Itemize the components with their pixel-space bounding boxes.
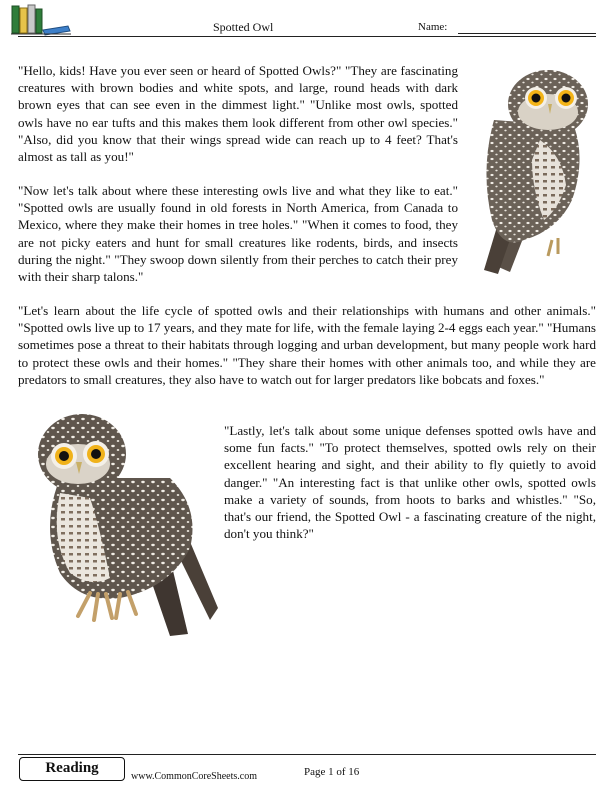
footer-divider — [18, 754, 596, 755]
paragraph-2: "Now let's talk about where these interesting owls live and what they like to eat." "Spotted owls are usually found in old forests in North America, from Canada to Mexico, where they make their homes in tree holes." "When it comes to food, they are not picky eaters and hunt for small creatures like rodents, birds, and insects during the night." "They swoop down silently from their perches to catch their prey with their sharp talons." — [18, 183, 458, 285]
spotted-owl-image-bottom — [20, 398, 218, 644]
books-logo-icon — [10, 4, 72, 36]
name-line — [458, 33, 596, 34]
header-divider — [18, 36, 596, 37]
paragraph-1: "Hello, kids! Have you ever seen or heard of Spotted Owls?" "They are fascinating creatures with brown bodies and white spots, and large, round heads with dark brown eyes that can see even in the dimmest light." "Unlike most owls, spotted owls have no ear tufts and this makes them look different from other owl species." "Also, did you know that their wings spread wide can reach up to 4 feet? That's almost as tall as you!" — [18, 63, 458, 165]
page-title: Spotted Owl — [213, 20, 274, 34]
paragraph-3: "Let's learn about the life cycle of spotted owls and their relationships with humans and other animals." "Spotted owls live up to 17 years, and they mate for life, with the female laying 2-4 eggs each year." "Humans sometimes pose a threat to their habitats through logging and urban development, but many people work hard to protect these owls and their homes." "They share their homes with other animals too, and while they are predators to small creatures, they also have to watch out for larger predators like bobcats and foxes." — [18, 303, 596, 387]
name-label: Name: — [418, 21, 448, 33]
website-link[interactable]: www.CommonCoreSheets.com — [131, 771, 258, 782]
spotted-owl-image-top — [462, 60, 598, 276]
paragraph-4: "Lastly, let's talk about some unique defenses spotted owls have and some fun facts." "To protect themselves, spotted owls rely on their excellent hearing and sight, and their ability to fly quietly to avoid danger." "An interesting fact is that unlike other owls, spotted owls make a variety of sounds, from hoots to barks and whistles." "So, that's our friend, the Spotted Owl - a fascinating creature of the night, don't you think?" — [224, 423, 596, 542]
page-number: Page 1 of 16 — [304, 766, 360, 778]
reading-label: Reading — [19, 757, 125, 781]
